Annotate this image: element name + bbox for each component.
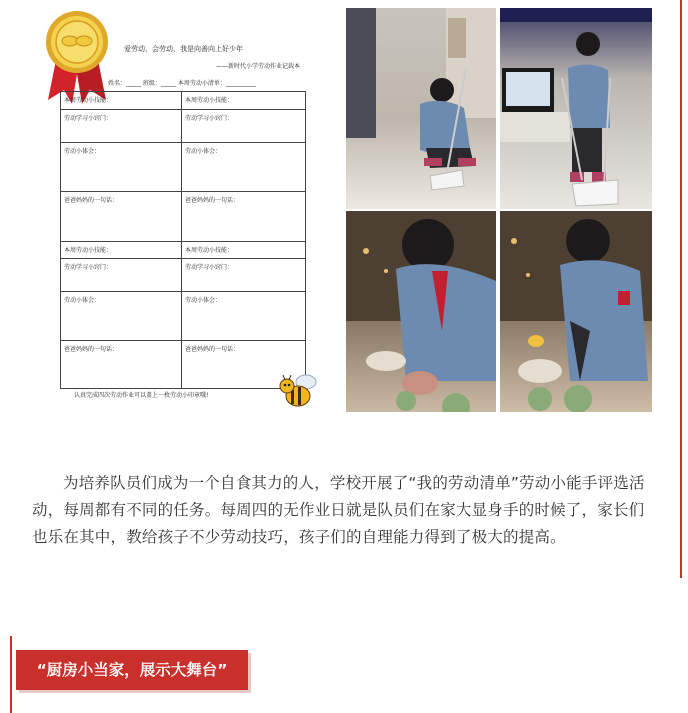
worksheet-subtitle: ——新时代小学劳动作业记载本 — [216, 63, 301, 70]
cell-label: 劳动学习小窍门： — [185, 115, 234, 122]
article-paragraph — [32, 470, 658, 551]
cell-label: 劳动小体会： — [64, 297, 101, 304]
labor-worksheet-image — [44, 8, 334, 413]
cell-label: 劳动小体会： — [185, 148, 222, 155]
paragraph-text: 为培养队员们成为一个自食其力的人，学校开展了“我的劳动清单”劳动小能手评选活动，每周都有不同的任务。每周四的无作业日就是队员们在家大显身手的时候了，家长们也乐在其中，教给孩子不少劳动技巧，孩子们的自理能力得到了极大的提高。 — [32, 474, 645, 546]
right-accent-rule — [680, 0, 682, 578]
cell-label: 本周劳动小技能： — [64, 97, 113, 104]
photo-girl-watering-succulents — [346, 211, 496, 412]
table-row — [61, 340, 305, 388]
cell-label: 劳动小体会： — [64, 148, 101, 155]
table-row — [61, 142, 305, 191]
photo-girl-sweeping-floor — [346, 8, 496, 209]
section-heading-banner: “厨房小当家，展示大舞台” — [16, 650, 248, 690]
cell-label: 劳动学习小窍门： — [64, 264, 113, 271]
left-accent-rule — [10, 636, 12, 713]
bee-mascot-icon — [276, 370, 320, 410]
cell-label: 本周劳动小技能： — [185, 97, 234, 104]
cell-label: 本周劳动小技能： — [185, 247, 234, 254]
photo-girl-caring-for-plants — [500, 211, 652, 412]
worksheet-grid — [60, 91, 306, 389]
photo-girl-with-broom — [500, 8, 652, 209]
cell-label: 劳动学习小窍门： — [185, 264, 234, 271]
table-row — [61, 92, 305, 109]
worksheet-footer-note: 认真完成四次劳动作业可以盖上一枚劳动小印章哦! — [74, 392, 209, 399]
cell-label: 爸爸妈妈的一句话： — [64, 346, 119, 353]
table-row — [61, 258, 305, 291]
worksheet-fields: 姓名：_____ 班级：_____ 本周劳动小清单：__________ — [108, 80, 256, 87]
table-row — [61, 291, 305, 340]
gold-medal-icon — [44, 8, 113, 104]
cell-label: 爸爸妈妈的一句话： — [64, 197, 119, 204]
cell-label: 劳动小体会： — [185, 297, 222, 304]
table-row — [61, 241, 305, 258]
table-row — [61, 191, 305, 241]
cell-label: 爸爸妈妈的一句话： — [185, 346, 240, 353]
cell-label: 劳动学习小窍门： — [64, 115, 113, 122]
cell-label: 爸爸妈妈的一句话： — [185, 197, 240, 204]
table-row — [61, 109, 305, 142]
worksheet-title: 爱劳动，会劳动，我是向善向上好少年 — [124, 45, 243, 53]
cell-label: 本周劳动小技能： — [64, 247, 113, 254]
